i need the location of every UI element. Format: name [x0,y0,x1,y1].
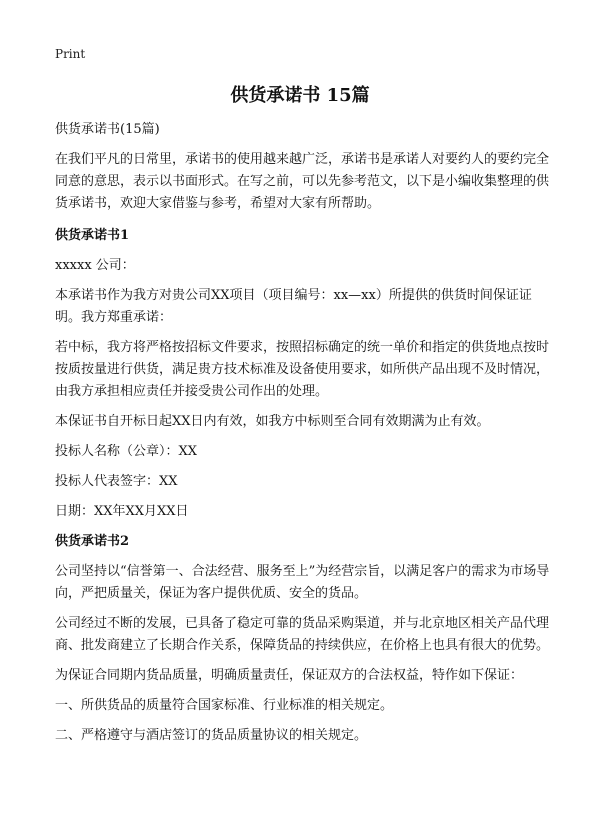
section2-paragraph-3: 为保证合同期内货品质量，明确质量责任，保证双方的合法权益，特作如下保证： [55,668,524,683]
section2-item-2: 二、严格遵守与酒店签订的货品质量协议的相关规定。 [55,728,368,743]
intro-paragraph: 在我们平凡的日常里，承诺书的使用越来越广泛，承诺书是承诺人对要约人的要约完全同意的意思，表示以书面形式。在写之前，可以先参考范文，以下是小编收集整理的供货承诺书，欢迎大家借鉴与参考，希望对大家有所帮助。 [55,152,550,211]
bidder-representative: 投标人代表签字：XX [55,474,178,489]
section2-item-1: 一、所供货品的质量符合国家标准、行业标准的相关规定。 [55,698,394,713]
section2-paragraph-2: 公司经过不断的发展，已具备了稳定可靠的货品采购渠道，并与北京地区相关产品代理商、批发商建立了长期合作关系，保障货品的持续供应，在价格上也具有很大的优势。 [55,616,550,653]
document-subtitle: 供货承诺书(15篇) [55,122,160,137]
page-title: 供货承诺书 15篇 [230,85,370,106]
section1-paragraph-1: 本承诺书作为我方对贵公司XX项目（项目编号：xx—xx）所提供的供货时间保证证明。我方郑重承诺： [55,288,532,325]
section1-salutation: xxxxx 公司： [55,258,135,273]
section2-paragraph-1: 公司坚持以“信誉第一、合法经营、服务至上”为经营宗旨，以满足客户的需求为市场导向，严把质量关，保证为客户提供优质、安全的货品。 [55,564,550,601]
bidder-name: 投标人名称（公章）：XX [55,444,198,459]
section1-paragraph-2: 若中标，我方将严格按招标文件要求，按照招标确定的统一单价和指定的供货地点按时按质按量进行供货，满足贵方技术标准及设备使用要求，如所供产品出现不及时情况，由我方承担相应责任并接受贵公司作出的处理。 [55,340,550,399]
document-body [55,119,555,755]
section1-heading: 供货承诺书1 [55,228,130,243]
section1-paragraph-3: 本保证书自开标日起XX日内有效，如我方中标则至合同有效期满为止有效。 [55,414,490,429]
section1-date: 日期：XX年XX月XX日 [55,504,189,519]
section2-heading: 供货承诺书2 [55,534,130,549]
print-label[interactable]: Print [55,47,86,61]
